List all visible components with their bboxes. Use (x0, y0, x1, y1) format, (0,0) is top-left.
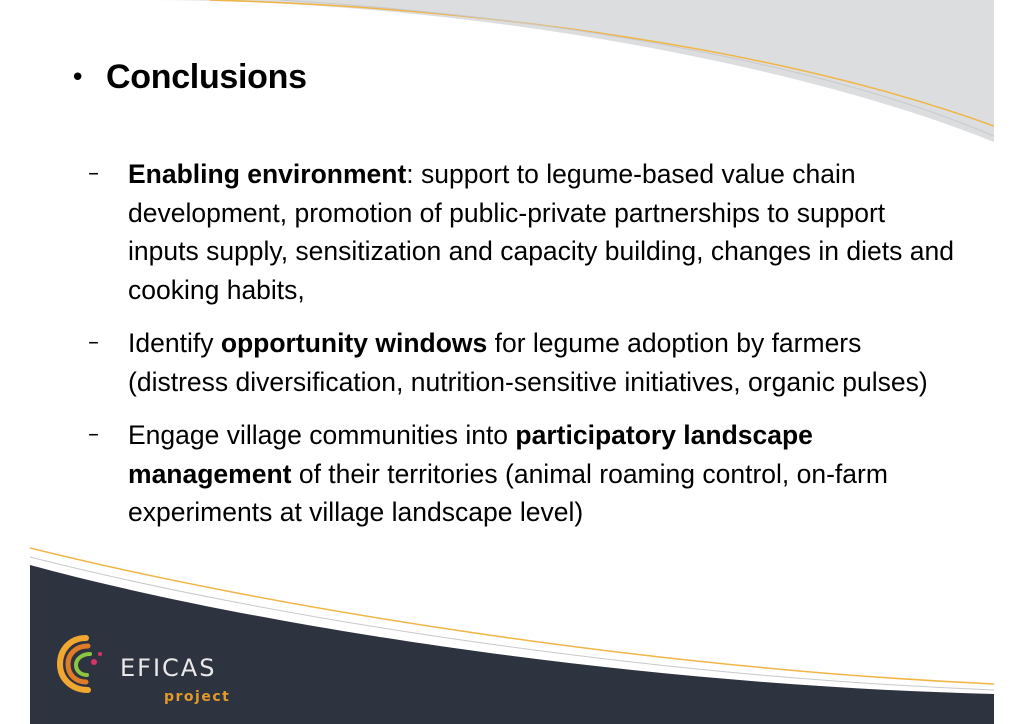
dash-bullet: – (88, 422, 99, 447)
conclusion-item (88, 155, 958, 309)
point-bold: participatory landscape management (128, 420, 813, 489)
conclusion-item (88, 416, 958, 532)
point-bold: Enabling environment (128, 159, 407, 189)
dash-bullet: – (88, 330, 99, 355)
point-text: : support to legume-based value chain development, promotion of public-private partnerships to support inputs supply, sensitization and capacity building, changes in diets and cooking habits, (128, 159, 954, 305)
slide-title-row (70, 58, 307, 97)
eficas-logo (54, 630, 274, 710)
dash-bullet: – (88, 161, 99, 186)
conclusion-item (88, 324, 958, 401)
conclusions-list (88, 155, 958, 547)
point-text: Engage village communities into (128, 420, 516, 450)
point-text: for legume adoption by farmers (distress diversification, nutrition-sensitive initiatives, organic pulses) (128, 328, 928, 397)
title-bullet: • (70, 62, 86, 93)
eficas-swirl-icon (54, 632, 118, 696)
logo-wordmark: EFICAS (120, 654, 217, 682)
slide-title: Conclusions (106, 58, 307, 96)
slide (30, 0, 994, 724)
logo-subtitle: project (164, 689, 231, 705)
point-text: Identify (128, 328, 221, 358)
point-bold: opportunity windows (220, 328, 488, 358)
point-text: of their territories (animal roaming control, on-farm experiments at village landscape level) (128, 458, 888, 527)
